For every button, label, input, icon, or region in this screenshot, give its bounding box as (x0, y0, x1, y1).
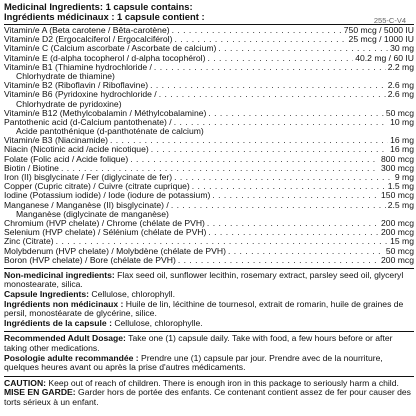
dosage-text-fr: Prendre une (1) capsule par jour. Prendre avec de la nourriture, quelques heures avant ou après la prise d'autres médicaments. (4, 352, 383, 373)
ingredient-name: Molybdenum (HVP chelate) / Molybdène (chélate de PVH) (4, 245, 226, 256)
product-code: 255-C-V4 (373, 16, 406, 25)
ingredient-amount: 1.5 mg (387, 181, 414, 192)
dosage-label-en: Recommended Adult Dosage: (4, 333, 126, 344)
ingredient-subtitle: Manganèse (diglycinate de manganèse) (16, 208, 169, 219)
dosage-label-fr: Posologie adulte recommandée : (4, 352, 139, 363)
ingredient-subtitle: Acide pantothénique (d-panthoténate de calcium) (16, 126, 204, 137)
ingredient-row (4, 155, 414, 164)
dot-leader (192, 182, 386, 191)
dot-leader (151, 145, 388, 154)
ingredient-name: Vitamin/e B12 (Methylcobalamin / Méthylcobalamine) (4, 107, 207, 118)
dosage-section (4, 334, 414, 372)
non-medicinal-label-fr: Ingrédients non médicinaux : (4, 298, 124, 309)
non-medicinal-text-en: Flax seed oil, sunflower lecithin, rosemary extract, parsley seed oil, glyceryl monostearate, silica. (4, 269, 404, 290)
dot-leader (172, 26, 342, 35)
dosage-text-en: Take one (1) capsule daily. Take with food, a few hours before or after taking other medications. (4, 333, 393, 354)
dot-leader (207, 54, 353, 63)
caution-text-fr: Garder hors de portée des enfants. Ce contenant contient assez de fer pour causer des torts sérieux à un enfant. (4, 387, 411, 407)
ingredient-amount: 30 mg (390, 43, 414, 54)
ingredient-name: Niacin (Nicotinic acid /acide nicotique) (4, 144, 149, 155)
ingredient-amount: 40.2 mg / 60 IU (355, 52, 414, 63)
ingredient-amount: 9 mg (394, 172, 414, 182)
dot-leader (159, 90, 386, 99)
capsule-text-en: Cellulose, chlorophyll. (89, 289, 175, 300)
non-medicinal-section (4, 271, 414, 329)
header-title-en: Medicinal Ingredients: 1 capsule contains: (4, 1, 193, 12)
ingredient-row (4, 256, 414, 265)
ingredients-header (4, 1, 414, 25)
ingredient-row (4, 228, 414, 237)
ingredient-subtitle: Chlorhydrate de thiamine) (16, 70, 115, 81)
dot-leader (208, 109, 383, 118)
ingredient-amount: 150 mcg (381, 190, 414, 201)
ingredient-amount: 300 mcg (381, 162, 414, 173)
ingredient-name: Iodine (Potassium iodide) / Iode (iodure de potassium) (4, 190, 211, 201)
ingredient-amount: 16 mg (390, 135, 414, 146)
ingredient-name: Pantothenic acid (d-Calcium pantothenate) / (4, 116, 172, 127)
caution-text-en: Keep out of reach of children. There is enough iron in this package to seriously harm a child. (46, 377, 399, 388)
dot-leader (212, 191, 379, 200)
section-divider-1 (4, 268, 414, 269)
non-medicinal-label-en: Non-medicinal ingredients: (4, 269, 115, 280)
ingredient-name: Zinc (Citrate) (4, 236, 54, 247)
dot-leader (171, 201, 386, 210)
ingredient-name: Iron (II) bisglycinate / Fer (diglycinate de fer) (4, 172, 173, 182)
ingredient-amount: 50 mcg (385, 107, 414, 118)
capsule-text-fr: Cellulose, chlorophylle. (111, 317, 203, 328)
ingredient-name: Folate (Folic acid / Acide folique) (4, 153, 129, 164)
dot-leader (150, 81, 386, 90)
ingredient-subtitle: Chlorhydrate de pyridoxine) (16, 98, 122, 109)
ingredient-name: Vitamin/e B1 (Thiamine hydrochloride / (4, 61, 152, 72)
ingredient-amount: 800 mcg (381, 153, 414, 164)
dot-leader (110, 136, 388, 145)
ingredient-name: Manganese / Manganèse (II) bisglycinate) / (4, 199, 169, 210)
dot-leader (174, 173, 393, 182)
ingredient-amount: 50 mcg (385, 245, 414, 256)
ingredient-name: Selenium (HVP chelate) / Sélénium (chélate de PVH) (4, 227, 207, 238)
dot-leader (207, 219, 379, 228)
ingredient-name: Vitamin/e D2 (Ergocalciferol / Ergocalciférol) (4, 34, 173, 45)
caution-label-en: CAUTION: (4, 377, 47, 388)
non-medicinal-text-fr: Huile de lin, lécithine de tournesol, extrait de romarin, huile de graines de persil, monostéarate de glycérine, silice. (4, 298, 404, 319)
ingredient-amount: 750 mcg / 5000 IU (343, 25, 414, 35)
ingredient-name: Vitamin/e E (d-alpha tocopherol / d-alpha tocophérol) (4, 52, 206, 63)
ingredient-name: Vitamin/e C (Calcium ascorbate / Ascorbate de calcium) (4, 43, 217, 54)
caution-label-fr: MISE EN GARDE: (4, 387, 76, 398)
ingredient-amount: 2.6 mg (387, 80, 414, 91)
ingredient-amount: 2.5 mg (387, 199, 414, 210)
ingredient-amount: 200 mcg (381, 227, 414, 238)
ingredient-name: Chromium (HVP chelate) / Chrome (chélate de PVH) (4, 217, 205, 228)
ingredient-name: Vitamin/e B2 (Riboflavin / Riboflavine) (4, 80, 149, 91)
ingredient-name: Boron (HVP chelate) / Bore (chélate de PVH) (4, 254, 176, 265)
dot-leader (174, 118, 388, 127)
ingredient-amount: 2.6 mg (387, 89, 414, 100)
dot-leader (178, 256, 379, 265)
dot-leader (208, 228, 379, 237)
header-title-fr: Ingrédients médicinaux : 1 capsule contient : (4, 11, 205, 22)
supplement-label (4, 2, 414, 408)
ingredient-amount: 16 mg (390, 144, 414, 155)
dot-leader (130, 155, 379, 164)
capsule-label-en: Capsule Ingredients: (4, 289, 89, 300)
ingredient-list (4, 26, 414, 265)
capsule-label-fr: Ingrédients de la capsule : (4, 317, 112, 328)
dot-leader (154, 63, 386, 72)
dot-leader (228, 247, 384, 256)
ingredient-name: Biotin / Biotine (4, 162, 59, 173)
ingredient-amount: 10 mg (390, 116, 414, 127)
ingredient-name: Vitamin/e A (Beta carotene / Bêta-carotène) (4, 25, 170, 35)
caution-section (4, 379, 414, 408)
ingredient-amount: 25 mcg / 1000 IU (348, 34, 414, 45)
ingredient-amount: 15 mg (390, 236, 414, 247)
ingredient-name: Vitamin/e B3 (Niacinamide) (4, 135, 108, 146)
ingredient-amount: 2.2 mg (387, 61, 414, 72)
section-divider-3 (4, 376, 414, 377)
ingredient-amount: 200 mcg (381, 254, 414, 265)
ingredient-amount: 200 mcg (381, 217, 414, 228)
ingredient-name: Copper (Cupric citrate) / Cuivre (citrate cuprique) (4, 181, 190, 192)
ingredient-name: Vitamin/e B6 (Pyridoxine hydrochloride / (4, 89, 157, 100)
section-divider-2 (4, 331, 414, 332)
